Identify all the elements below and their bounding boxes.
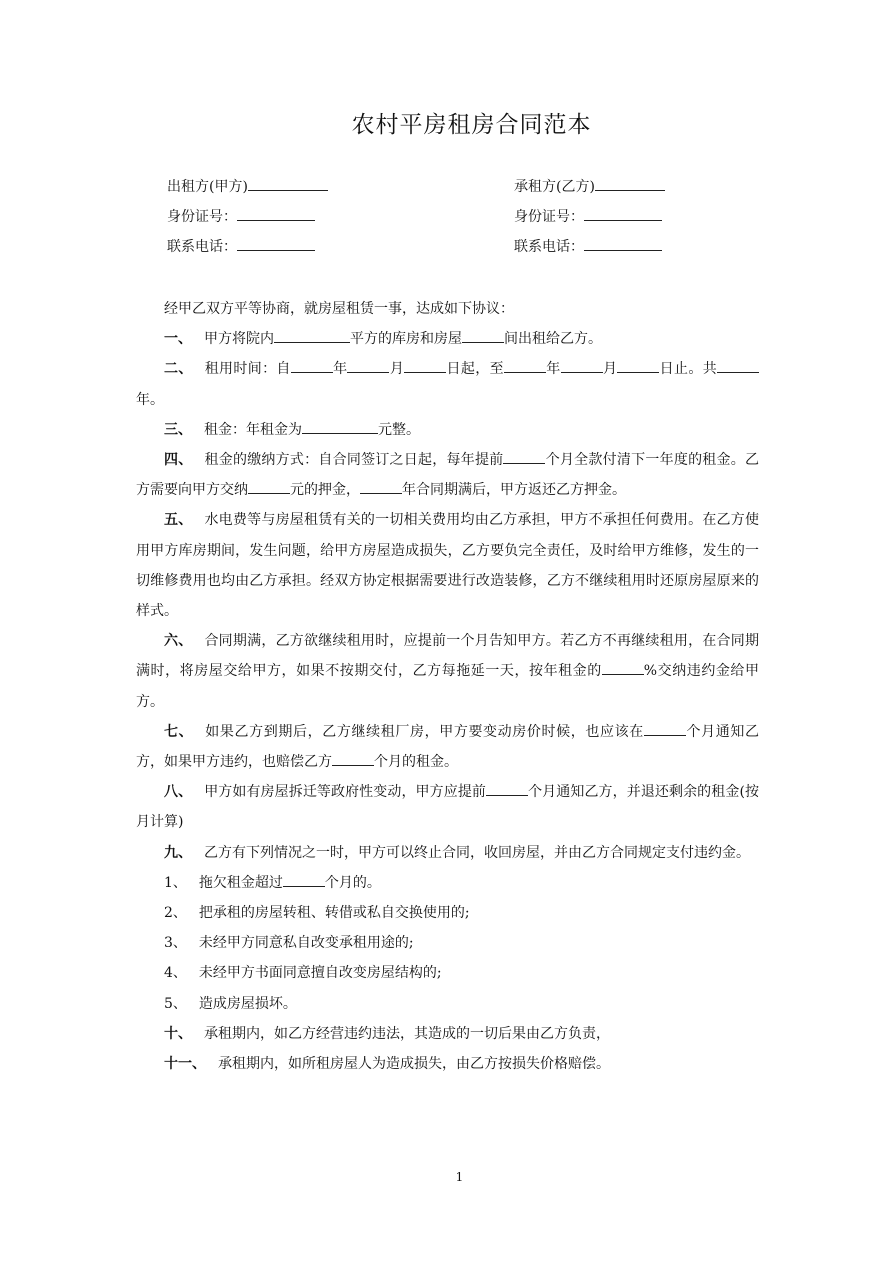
sub-item-text: 未经甲方同意私自改变承租用途的; bbox=[198, 935, 414, 952]
clause-number: 一、 bbox=[164, 331, 192, 348]
clause-text: 合同期满，乙方欲继续租用时，应提前一个月告知甲方。若乙方不再继续租用，在合同期满时，将房屋交给甲方，如果不按期交付，乙方每拖延一天，按年租金的 bbox=[136, 633, 760, 680]
lessor-id-line bbox=[167, 206, 315, 227]
clause-text: 年 bbox=[332, 361, 348, 378]
clause-7 bbox=[136, 717, 759, 777]
sub-item-5 bbox=[136, 989, 759, 1019]
clause-8 bbox=[136, 777, 759, 837]
sub-item-number: 1、 bbox=[164, 874, 187, 891]
clause-2 bbox=[136, 354, 759, 414]
lessee-id-label: 身份证号： bbox=[514, 209, 584, 225]
clause-text: 甲方将院内 bbox=[204, 331, 274, 348]
clause-3 bbox=[136, 415, 759, 445]
clause-text: 租金的缴纳方式：自合同签订之日起，每年提前 bbox=[204, 452, 504, 469]
clause-text: 如果乙方到期后，乙方继续租厂房，甲方要变动房价时候，也应该在 bbox=[205, 723, 644, 740]
blank bbox=[302, 419, 378, 434]
lessor-id-blank bbox=[237, 206, 315, 221]
sub-item-number: 4、 bbox=[164, 965, 187, 982]
clause-text: 年。 bbox=[136, 391, 164, 408]
clause-text: 租用时间：自 bbox=[204, 361, 291, 378]
clause-number: 四、 bbox=[164, 452, 193, 469]
sub-item-text: 拖欠租金超过 bbox=[198, 874, 283, 891]
sub-item-number: 5、 bbox=[164, 995, 187, 1012]
blank bbox=[503, 449, 545, 464]
sub-item-text: 造成房屋损坏。 bbox=[198, 995, 297, 1012]
clause-text: 日止。共 bbox=[659, 361, 718, 378]
lessee-phone-blank bbox=[584, 236, 662, 251]
blank bbox=[504, 358, 546, 373]
intro-paragraph: 经甲乙双方平等协商，就房屋租赁一事，达成如下协议： bbox=[164, 301, 514, 317]
sub-item-2 bbox=[136, 898, 759, 928]
clause-number: 三、 bbox=[164, 421, 192, 438]
contract-body bbox=[136, 294, 759, 1079]
clause-text: 元整。 bbox=[378, 421, 420, 438]
lessee-label: 承租方(乙方) bbox=[514, 179, 595, 195]
clause-text: 年 bbox=[545, 361, 561, 378]
clause-number: 六、 bbox=[164, 633, 193, 650]
document-title: 农村平房租房合同范本 bbox=[351, 112, 592, 138]
clause-text: 日起，至 bbox=[446, 361, 504, 378]
clause-text: 个月全款付清下一年度的租金。乙方需要向甲方交纳 bbox=[136, 452, 760, 499]
blank bbox=[644, 721, 686, 736]
clause-5 bbox=[136, 505, 759, 626]
lessor-phone-label: 联系电话： bbox=[167, 239, 237, 255]
clause-number: 十、 bbox=[164, 1025, 192, 1042]
sub-item-text: 个月的。 bbox=[324, 874, 381, 891]
blank bbox=[717, 358, 759, 373]
lessor-blank bbox=[248, 176, 328, 191]
sub-item-3 bbox=[136, 928, 759, 958]
clause-number: 九、 bbox=[164, 844, 192, 861]
clause-text: 个月通知乙方，如果甲方违约，也赔偿乙方 bbox=[136, 723, 760, 771]
clause-text: 平方的库房和房屋 bbox=[350, 331, 462, 348]
clause-text: 租金：年租金为 bbox=[204, 421, 302, 438]
blank bbox=[360, 479, 402, 494]
sub-item-text: 未经甲方书面同意擅自改变房屋结构的; bbox=[198, 965, 442, 982]
sub-item-number: 2、 bbox=[164, 905, 187, 922]
lessee-phone-label: 联系电话： bbox=[514, 239, 584, 255]
clause-text: 甲方如有房屋拆迁等政府性变动，甲方应提前 bbox=[204, 784, 486, 801]
clause-text: 个月的租金。 bbox=[374, 754, 458, 771]
blank bbox=[404, 358, 446, 373]
blank bbox=[602, 660, 644, 675]
clause-4 bbox=[136, 445, 759, 505]
lessee-blank bbox=[595, 176, 665, 191]
lessee-line bbox=[514, 176, 665, 197]
sub-item-text: 把承租的房屋转租、转借或私自交换使用的; bbox=[198, 905, 470, 922]
clause-text: 元的押金， bbox=[290, 482, 360, 499]
clause-number: 八、 bbox=[164, 784, 193, 801]
clause-text: 水电费等与房屋租赁有关的一切相关费用均由乙方承担，甲方不承担任何费用。在乙方使用甲方库房期间，发生问题，给甲方房屋造成损失，乙方要负完全责任，及时给甲方维修，发生的一切维修费用也均由乙方承担。经双方协定根据需要进行改造装修，乙方不继续租用时还原房屋原来的样式。 bbox=[136, 512, 760, 620]
clause-number: 二、 bbox=[164, 361, 193, 378]
lessee-id-blank bbox=[584, 206, 662, 221]
clause-number: 十一、 bbox=[164, 1056, 206, 1073]
lessor-id-label: 身份证号： bbox=[167, 209, 237, 225]
clause-number: 七、 bbox=[164, 723, 194, 740]
clause-11 bbox=[136, 1049, 759, 1079]
lessor-line bbox=[167, 176, 328, 197]
blank bbox=[274, 328, 350, 343]
sub-item-4 bbox=[136, 958, 759, 988]
blank bbox=[332, 751, 374, 766]
clause-text: 年合同期满后，甲方返还乙方押金。 bbox=[402, 482, 626, 499]
blank bbox=[283, 872, 325, 887]
clause-1 bbox=[136, 324, 759, 354]
blank bbox=[486, 781, 528, 796]
blank bbox=[462, 328, 504, 343]
clause-text: %交纳违约金给甲方。 bbox=[136, 663, 759, 710]
lessor-phone-blank bbox=[237, 236, 315, 251]
clause-10 bbox=[136, 1019, 759, 1049]
blank bbox=[347, 358, 389, 373]
clause-9 bbox=[136, 838, 759, 868]
clause-text: 月 bbox=[389, 361, 405, 378]
blank bbox=[248, 479, 290, 494]
sub-item-number: 3、 bbox=[164, 935, 187, 952]
clause-text: 个月通知乙方，并退还剩余的租金(按月计算) bbox=[136, 784, 760, 831]
clause-text: 间出租给乙方。 bbox=[504, 331, 602, 348]
clause-text: 乙方有下列情况之一时，甲方可以终止合同，收回房屋，并由乙方合同规定支付违约金。 bbox=[204, 844, 750, 861]
blank bbox=[617, 358, 659, 373]
clause-6 bbox=[136, 626, 759, 717]
lessor-label: 出租方(甲方) bbox=[167, 179, 248, 195]
lessor-phone-line bbox=[167, 236, 315, 257]
blank bbox=[291, 358, 333, 373]
lessee-id-line bbox=[514, 206, 662, 227]
clause-text: 承租期内，如乙方经营违约违法，其造成的一切后果由乙方负责， bbox=[204, 1025, 610, 1042]
lessee-phone-line bbox=[514, 236, 662, 257]
page-number: 1 bbox=[455, 1170, 464, 1184]
clause-number: 五、 bbox=[164, 512, 193, 529]
sub-item-1 bbox=[136, 868, 759, 898]
clause-text: 月 bbox=[602, 361, 618, 378]
blank bbox=[561, 358, 603, 373]
clause-text: 承租期内，如所租房屋人为造成损失，由乙方按损失价格赔偿。 bbox=[218, 1056, 610, 1073]
